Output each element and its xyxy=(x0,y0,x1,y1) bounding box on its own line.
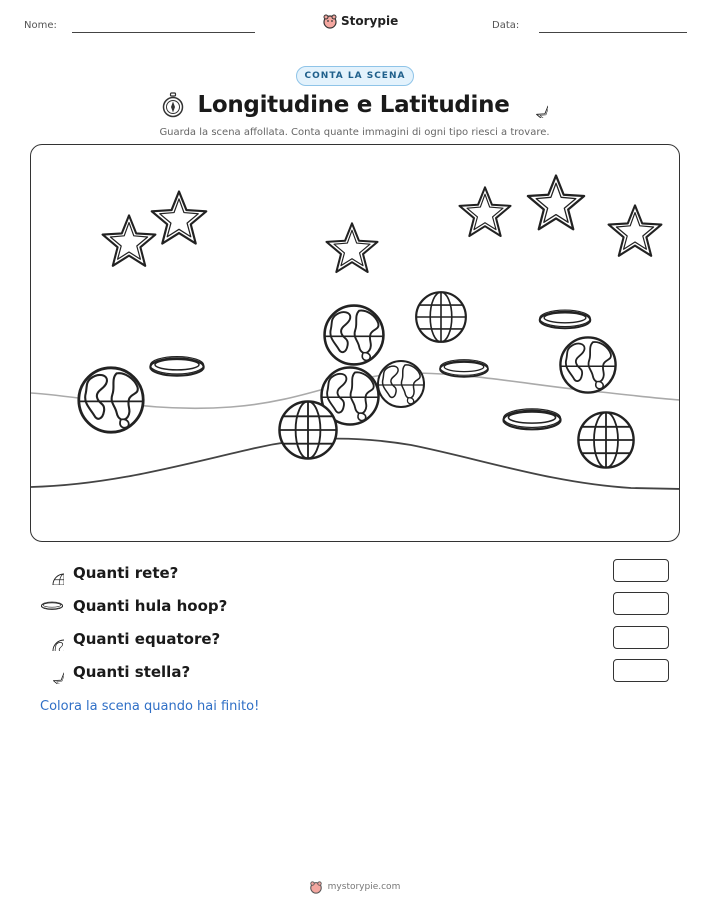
name-line[interactable] xyxy=(72,32,255,33)
question-row xyxy=(40,593,670,619)
hula-hoop-icon xyxy=(540,310,591,328)
star-icon xyxy=(326,223,377,272)
answer-box-stella[interactable] xyxy=(613,659,669,682)
footer xyxy=(0,880,709,894)
star-icon xyxy=(459,187,510,236)
hula-hoop-icon xyxy=(40,594,64,618)
activity-tag: CONTA LA SCENA xyxy=(296,66,414,86)
counting-scene[interactable] xyxy=(30,144,680,542)
question-text: Quanti rete? xyxy=(73,564,179,582)
grid-globe-icon xyxy=(279,401,336,458)
name-label: Nome: xyxy=(24,20,57,31)
question-row xyxy=(40,626,670,652)
question-row xyxy=(40,560,670,586)
earth-globe-icon xyxy=(560,337,615,392)
hula-hoop-icon xyxy=(503,409,560,429)
page-title: Longitudine e Latitudine xyxy=(197,92,510,118)
brand-logo xyxy=(322,13,398,29)
star-icon xyxy=(40,660,64,684)
answer-box-equatore[interactable] xyxy=(613,626,669,649)
compass-icon xyxy=(161,92,185,118)
question-text: Quanti equatore? xyxy=(73,630,221,648)
star-icon xyxy=(103,215,156,265)
question-row xyxy=(40,659,670,685)
grid-globe-icon xyxy=(416,292,466,342)
star-icon xyxy=(528,176,584,230)
grid-globe-icon xyxy=(578,412,633,467)
question-text: Quanti stella? xyxy=(73,663,191,681)
answer-box-hula-hoop[interactable] xyxy=(613,592,669,615)
storypie-mascot-icon xyxy=(322,13,338,29)
title-row xyxy=(0,92,709,118)
instructions: Guarda la scena affollata. Conta quante immagini di ogni tipo riesci a trovare. xyxy=(159,127,550,138)
hula-hoop-icon xyxy=(440,360,488,377)
hula-hoop-icon xyxy=(150,357,203,376)
earth-globe-icon xyxy=(79,368,143,432)
question-text: Quanti hula hoop? xyxy=(73,597,228,615)
star-icon xyxy=(609,205,662,255)
answer-box-rete[interactable] xyxy=(613,559,669,582)
footer-url[interactable]: mystorypie.com xyxy=(327,882,401,892)
earth-globe-icon xyxy=(378,361,424,407)
date-label: Data: xyxy=(492,20,520,31)
grid-globe-icon xyxy=(40,561,64,585)
earth-globe-icon xyxy=(325,306,384,365)
earth-globe-icon xyxy=(40,627,64,651)
star-icon xyxy=(152,191,207,243)
brand-name: Storypie xyxy=(341,14,399,28)
date-line[interactable] xyxy=(539,32,687,33)
closing-note: Colora la scena quando hai finito! xyxy=(40,699,260,714)
star-icon xyxy=(522,92,548,118)
storypie-mascot-icon xyxy=(309,880,323,894)
scene-drawing xyxy=(31,145,680,542)
